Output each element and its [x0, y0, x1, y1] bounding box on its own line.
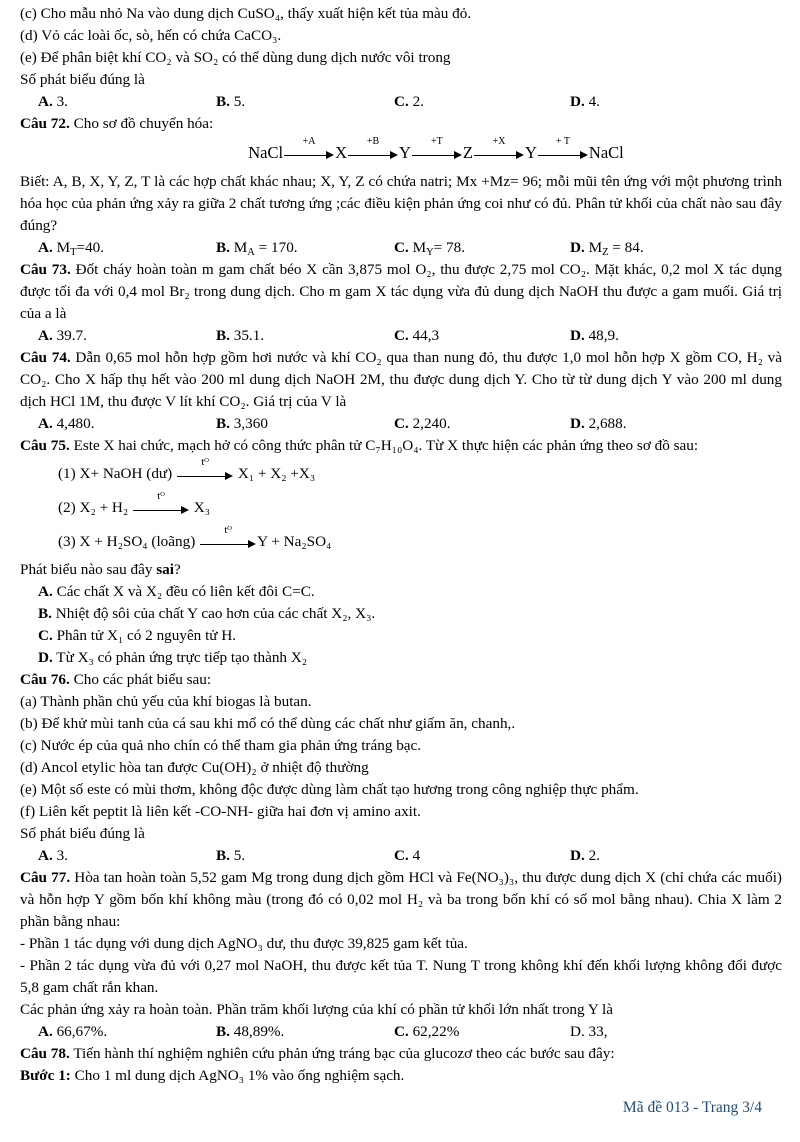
statement-a: (a) Thành phần chủ yếu của khí biogas là butan.	[20, 693, 312, 710]
option-c[interactable]: C. 44,3	[394, 327, 440, 344]
option-a[interactable]: A. $M_T=40$.	[38, 239, 105, 258]
question-label: Câu 78.	[20, 1045, 70, 1062]
question-76: Câu 76. Cho các phát biểu sau:	[20, 671, 212, 688]
arrow-icon: tᴼ	[177, 468, 233, 482]
question-73: Câu 73. Đốt cháy hoàn toàn m gam chất béo X cần 3,875 mol O₂, thu được 2,75 mol CO₂. Mặt khác, 0,2 mol X tác dụng được tối đa với 0,4 mol Br₂ trong dung dịch. Cho m gam X tác dụng vừa đủ dung dịch NaOH thu được a gam muối. Giá trị của a là	[20, 261, 782, 322]
reaction-2: (2) X₂ + H₂ tᴼ X₃	[58, 489, 211, 516]
answer-options	[20, 91, 782, 113]
question-72: Câu 72. Cho sơ đồ chuyển hóa:	[20, 115, 214, 132]
statement-e: (e) Một số este có mùi thơm, không độc được dùng làm chất tạo hương trong công nghiệp thực phẩm.	[20, 781, 639, 798]
question-label: Câu 76.	[20, 671, 70, 688]
option-d[interactable]: D. 48,9.	[570, 327, 619, 344]
count-prompt: Số phát biểu đúng là	[20, 825, 145, 842]
statement-e: (e) Để phân biệt khí CO₂ và SO₂ có thể dùng dung dịch nước vôi trong	[20, 49, 451, 66]
part-1: - Phần 1 tác dụng với dung dịch AgNO₃ dư, thu được 39,825 gam kết tủa.	[20, 935, 468, 952]
exam-page	[20, 3, 782, 1087]
option-d[interactable]: D. 2.	[570, 847, 600, 864]
option-b[interactable]: B. 3,360	[216, 415, 268, 432]
statement-c: (c) Nước ép của quả nho chín có thể tham gia phản ứng tráng bạc.	[20, 737, 422, 754]
option-c[interactable]: C. 2,240.	[394, 415, 451, 432]
answer-options	[20, 325, 782, 347]
arrow-icon: +T	[412, 147, 462, 161]
arrow-icon: tᴼ	[200, 536, 256, 550]
part-2: - Phần 2 tác dụng vừa đủ với 0,27 mol NaOH, thu được kết tủa T. Nung T trong không khí đến khối lượng không đổi được 5,8 gam chất rắn khan.	[20, 957, 782, 996]
option-c[interactable]: C. 2.	[394, 93, 424, 110]
option-b[interactable]: B. $M_A = 170$.	[216, 239, 298, 258]
statement-d: (d) Ancol etylic hòa tan được Cu(OH)₂ ở nhiệt độ thường	[20, 759, 369, 776]
question-72-body: Biết: A, B, X, Y, Z, T là các hợp chất khác nhau; X, Y, Z có chứa natri; Mx +Mz= 96; mỗi mũi tên ứng với một phương trình hóa học của phản ứng xảy ra giữa 2 chất tương ứng ;các điều kiện phản ứng coi như có đủ. Phân tử khối của chất nào sau đây đúng?	[20, 173, 782, 234]
question-75-ask: Phát biểu nào sau đây sai?	[20, 561, 181, 578]
option-a[interactable]: A. Các chất X và X₂ đều có liên kết đôi C=C.	[38, 583, 315, 600]
question-77-ask: Các phản ứng xảy ra hoàn toàn. Phần trăm khối lượng của khí có phần tử khối lớn nhất trong Y là	[20, 1001, 614, 1018]
reaction-1: (1) X+ NaOH (dư) tᴼ X₁ + X₂ +X₃	[58, 455, 316, 482]
conversion-scheme: NaCl +A X +B Y +T Z +X Y + T NaCl	[248, 136, 624, 162]
statement-c: (c) Cho mẫu nhỏ Na vào dung dịch CuSO₄, thấy xuất hiện kết tủa màu đỏ.	[20, 5, 472, 22]
question-label: Câu 77.	[20, 869, 71, 886]
question-label: Câu 73.	[20, 261, 71, 278]
question-label: Câu 75.	[20, 437, 70, 454]
option-c[interactable]: C. $M_Y= 78$.	[394, 239, 466, 258]
option-b[interactable]: B. Nhiệt độ sôi của chất Y cao hơn của các chất X₂, X₃.	[38, 605, 376, 622]
option-d[interactable]: D. $M_Z = 84$.	[570, 239, 644, 258]
page-footer: Mã đề 013 - Trang 3/4	[622, 1099, 762, 1116]
option-c[interactable]: C. 62,22%	[394, 1023, 460, 1040]
option-a[interactable]: A. 66,67%.	[38, 1023, 108, 1040]
option-c[interactable]: C. 4	[394, 847, 421, 864]
arrow-icon: +A	[284, 147, 334, 161]
question-74: Câu 74. Dẫn 0,65 mol hỗn hợp gồm hơi nước và khí CO₂ qua than nung đỏ, thu được 1,0 mol hỗn hợp X gồm CO, H₂ và CO₂. Cho X hấp thụ hết vào 200 ml dung dịch NaOH 2M, thu được dung dịch Y. Cho từ từ dung dịch Y vào 200 ml dung dịch HCl 1M, thu được V lít khí CO₂. Giá trị của V là	[20, 349, 782, 410]
arrow-icon: +B	[348, 147, 398, 161]
arrow-icon: + T	[538, 147, 588, 161]
question-78: Câu 78. Tiến hành thí nghiệm nghiên cứu phản ứng tráng bạc của glucozơ theo các bước sau đây:	[20, 1045, 615, 1062]
answer-options	[20, 845, 782, 867]
option-b[interactable]: B. 35.1.	[216, 327, 265, 344]
option-a[interactable]: A. 39.7.	[38, 327, 87, 344]
option-b[interactable]: B. 48,89%.	[216, 1023, 285, 1040]
option-c[interactable]: C. Phân tử X₁ có 2 nguyên tử H.	[38, 627, 237, 644]
question-75: Câu 75. Este X hai chức, mạch hở có công thức phân tử C₇H₁₀O₄. Từ X thực hiện các phản ứng theo sơ đồ sau:	[20, 437, 699, 454]
statement-b: (b) Để khử mùi tanh của cá sau khi mổ có thể dùng các chất như giấm ăn, chanh,.	[20, 715, 516, 732]
option-d[interactable]: D. 2,688.	[570, 415, 627, 432]
question-label: Câu 74.	[20, 349, 71, 366]
answer-options	[20, 413, 782, 435]
step-1: Bước 1: Cho 1 ml dung dịch AgNO₃ 1% vào ống nghiệm sạch.	[20, 1067, 405, 1084]
statement-f: (f) Liên kết peptit là liên kết -CO-NH- giữa hai đơn vị amino axit.	[20, 803, 421, 820]
option-b[interactable]: B. 5.	[216, 93, 246, 110]
option-d[interactable]: D. Từ X₃ có phản ứng trực tiếp tạo thành X₂	[38, 649, 308, 666]
option-a[interactable]: A. 3.	[38, 847, 68, 864]
option-a[interactable]: A. 4,480.	[38, 415, 95, 432]
count-prompt: Số phát biểu đúng là	[20, 71, 145, 88]
question-77: Câu 77. Hòa tan hoàn toàn 5,52 gam Mg trong dung dịch gồm HCl và Fe(NO₃)₃, thu được dung dịch X (chỉ chứa các muối) và hỗn hợp Y gồm bốn khí không màu (trong đó có 0,02 mol H₂ và ba trong bốn khí có số mol bằng nhau). Chia X làm 2 phần bằng nhau:	[20, 869, 782, 930]
arrow-icon: tᴼ	[133, 502, 189, 516]
answer-options	[20, 1021, 782, 1043]
question-label: Câu 72.	[20, 115, 70, 132]
option-d[interactable]: D. 4.	[570, 93, 600, 110]
option-d[interactable]: D. 33,	[570, 1023, 608, 1040]
statement-d: (d) Vỏ các loài ốc, sò, hến có chứa CaCO₃.	[20, 27, 282, 44]
reaction-3: (3) X + H₂SO₄ (loãng) tᴼ Y + Na₂SO₄	[58, 523, 332, 550]
option-a[interactable]: A. 3.	[38, 93, 68, 110]
arrow-icon: +X	[474, 147, 524, 161]
answer-options	[20, 237, 782, 259]
option-b[interactable]: B. 5.	[216, 847, 246, 864]
